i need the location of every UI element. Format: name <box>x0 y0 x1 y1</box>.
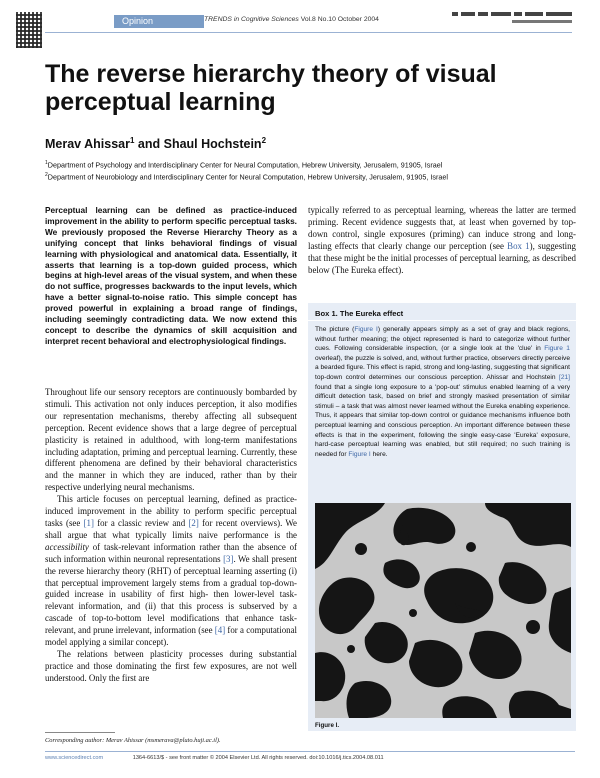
affiliation <box>45 170 575 182</box>
emphasis-text: accessibility <box>45 541 89 552</box>
journal-citation <box>204 16 379 23</box>
reference-link[interactable]: [3] <box>223 553 234 564</box>
article-title: The reverse hierarchy theory of visual perceptual learning <box>45 60 497 116</box>
journal-name: TRENDS in Cognitive Sciences <box>204 16 299 23</box>
affiliations <box>45 158 575 183</box>
reference-link[interactable]: [21] <box>559 373 570 381</box>
footer-copyright: 1364-6613/$ - see front matter © 2004 Elsevier Ltd. All rights reserved. doi:10.1016/j.tics.2004.08.011 <box>132 755 384 761</box>
figure-link[interactable]: Figure I <box>354 326 378 333</box>
author-name: Shaul Hochstein <box>163 137 262 152</box>
author-joiner: and <box>134 137 164 152</box>
affiliation-text: Department of Psychology and Interdisciplinary Center for Neural Computation, Hebrew University, Jerusalem, 91905, Israel <box>47 160 443 170</box>
body-text: Throughout life our sensory receptors are continuously bombarded by stimuli. This activation not only induces perception, it also modifies our representation mechanisms, thereby affecting all subsequent perception. Recent evidence shows that a large degree of perceptual plasticity is retained in adulthood, with long-term manifestations including adaptation, priming and perceptual learning. Currently, these different phenomena are defined by their behavioral characteristics and the manner in which they are induced, rather than by their respective underlying neural mechanisms. <box>45 387 297 493</box>
body-paragraph <box>45 494 297 649</box>
author-name: Merav Ahissar <box>45 137 130 152</box>
corresponding-author-note: Corresponding author: Merav Ahissar (msmerava@pluto.huji.ac.il). <box>45 737 221 744</box>
publisher-tree-logo-icon <box>16 12 42 48</box>
body-text: This article focuses on perceptual learning, defined as practice-induced improvement in the ability to perform specific perceptual tasks (see <box>45 494 297 528</box>
body-column-left <box>45 387 297 685</box>
author-affiliation-marker: 2 <box>261 136 267 145</box>
box-body-text: The picture ( <box>315 326 355 333</box>
publisher-wordmark-icon <box>452 12 572 30</box>
header-rule <box>45 32 572 33</box>
reference-link[interactable]: [4] <box>214 625 226 636</box>
affiliation <box>45 158 575 170</box>
box-title-rule <box>308 320 576 321</box>
body-paragraph <box>308 205 576 276</box>
figure-link[interactable]: Figure I <box>348 450 371 458</box>
box-body-text: ) generally appears simply as a set of gray and black regions, without further meaning; the object represented is hard to categorize without further cues. Following considerable inspection, (or a single look at the 'clue' in <box>315 326 570 353</box>
footer-rule <box>45 751 575 752</box>
body-text: The relations between plasticity processes during substantial practice and those dominating the first few exposures, are not well understood. Only the first are <box>45 648 297 683</box>
journal-issue: Vol.8 No.10 October 2004 <box>300 16 379 23</box>
figure-link[interactable]: Figure 1 <box>544 345 570 353</box>
box-body-text: overleaf), the puzzle is solved, and, without further practice, observers directly perceive a bearded figure. This effect is rapid, strong and long-lasting, suggesting that significant top-down control determines our conscious perception. Ahissar and Hochstein <box>315 354 570 381</box>
page-footer <box>45 755 575 761</box>
body-text: for recent overviews). We shall argue that what typically limits naive performance is the <box>45 517 297 540</box>
author-affiliation-marker: 1 <box>130 136 135 145</box>
footer-url[interactable]: www.sciencedirect.com <box>45 755 104 761</box>
body-text: ), suggesting that these might be the initial processes of perceptual learning, as described below (The Eureka effect). <box>308 240 576 275</box>
box-title: Box 1. The Eureka effect <box>315 309 404 318</box>
body-text: of task-relevant information rather than the absence of such information within neuronal representations <box>45 541 297 564</box>
affiliation-marker: 2 <box>45 172 48 179</box>
body-text: typically referred to as perceptual learning, whereas the latter are termed priming. Recent evidence suggests that, at least when governed by top-down control, single exposures (priming) can induce strong and long-lasting effects that clearly change our perception (see <box>308 205 576 251</box>
figure-caption: Figure I. <box>315 722 340 729</box>
section-tag: Opinion <box>114 15 204 28</box>
body-paragraph <box>45 649 297 685</box>
box-body-text: found that a single long exposure to a 'pop-out' stimulus enabled learning of a very difficult detection task, based on brief and strongly masked presentation of similar stimuli – a task that was almost never learned without the Eureka enabling experience. Thus, it appears that similar top-down control or guidance mechanisms influence both perceptual learning and conscious perception. An important difference between these effects is that in the experiment, following the single easy-case 'Eureka' exposure, hard-case perceptual learning was enabled, but still required; no such training is needed for <box>315 383 570 458</box>
footnote-rule <box>45 732 115 733</box>
box-body-text: here. <box>370 450 388 458</box>
abstract: Perceptual learning can be defined as practice-induced improvement in the ability to perform specific perceptual tasks. We previously proposed the Reverse Hierarchy Theory as a unifying concept that links behavioral findings of visual learning with physiological and anatomical data. Essentially, it asserts that learning is a top-down guided process, which begins at high-level areas of the visual system, and when these do not suffice, progresses backwards to the input levels, which have a better signal-to-noise ratio. This simple concept has proved powerful in explaining a broad range of findings, including seemingly contradicting data. We now extend this concept to describe the dynamics of skill acquisition and interpret recent behavioral and electrophysiological findings. <box>45 205 297 346</box>
body-text: for a classic review and <box>93 517 189 528</box>
body-text: . We shall present the reverse hierarchy theory (RHT) of perceptual learning asserting (i) that perceptual improvement largely stems from a gradual top-down-guided increase in usability of first high- then lower-level task-relevant information, and (ii) that this process is subserved by a cascade of top-to-bottom level modifications that enhance task-relevant, and prune irrelevant, information (see <box>45 553 297 636</box>
affiliation-text: Department of Neurobiology and Interdisciplinary Center for Neural Computation, Hebrew University, Jerusalem, 91905, Israel <box>47 172 448 182</box>
body-text: for a computational model applying a similar concept). <box>45 625 297 648</box>
affiliation-marker: 1 <box>45 160 48 166</box>
eureka-figure-image <box>315 503 571 718</box>
reference-link[interactable]: [1] <box>83 517 94 528</box>
body-column-right <box>308 205 576 276</box>
reference-link[interactable]: [2] <box>188 517 199 528</box>
box-text <box>315 325 570 459</box>
body-paragraph <box>45 387 297 494</box>
box-link[interactable]: Box 1 <box>507 240 530 251</box>
author-list <box>45 136 266 151</box>
